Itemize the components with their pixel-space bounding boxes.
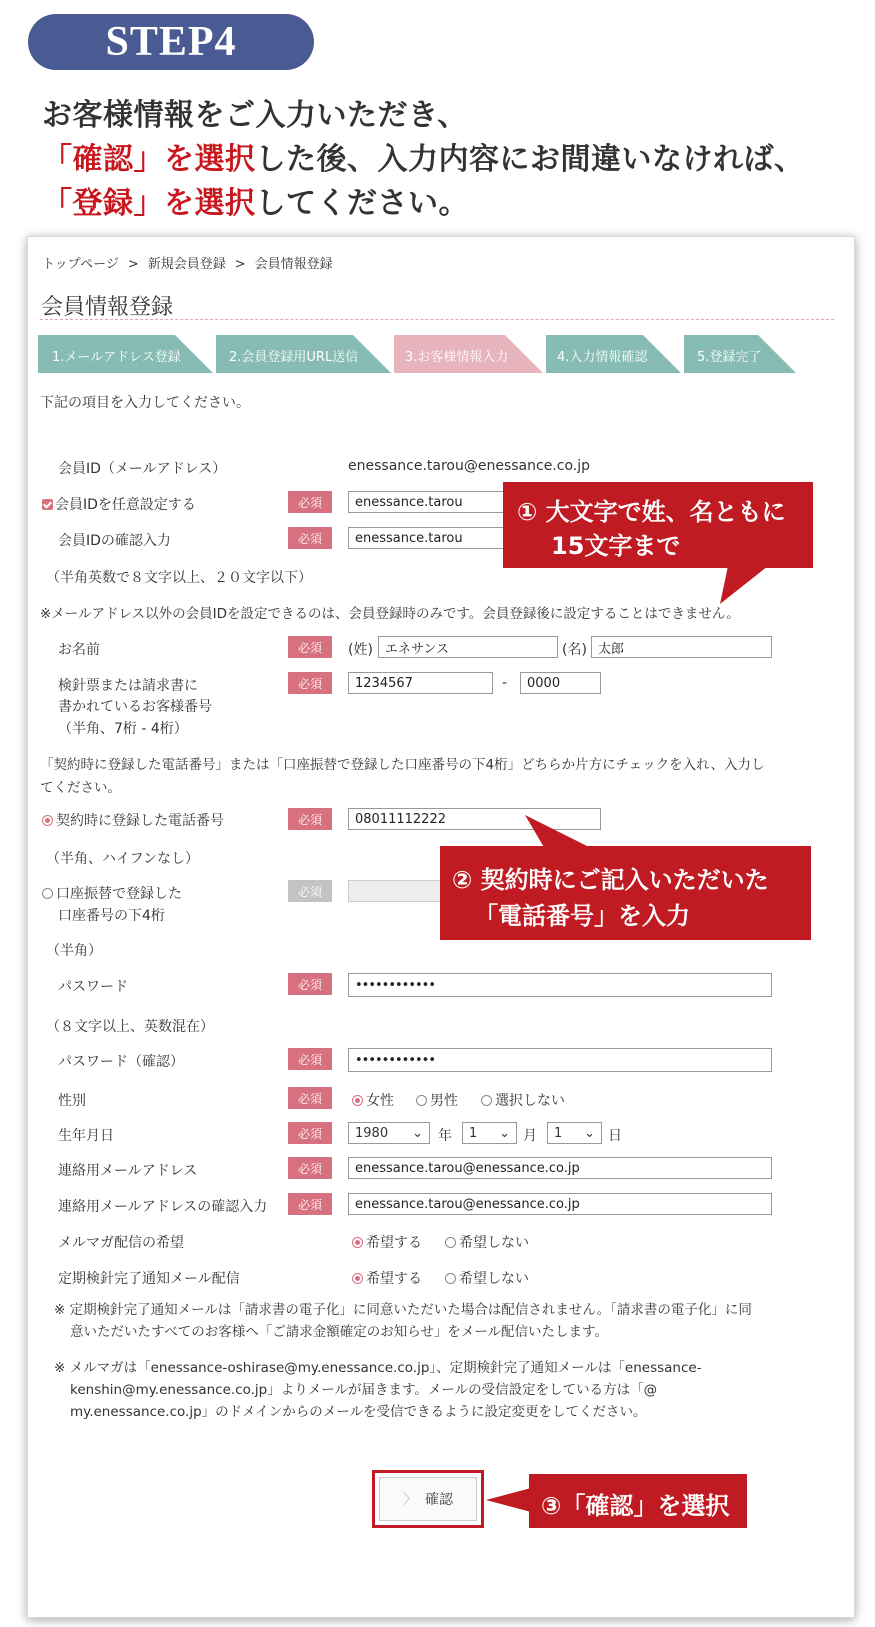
magazine-no-radio[interactable]: 希望しない: [445, 1232, 529, 1252]
password-rule: （８文字以上、英数混在）: [46, 1019, 214, 1035]
name-label: お名前: [58, 642, 100, 658]
birth-month-select[interactable]: 1 ⌄: [462, 1122, 517, 1144]
radio-unselected-icon: [416, 1095, 427, 1106]
password-confirm-label: パスワード（確認）: [58, 1054, 184, 1070]
contact-email-confirm-input[interactable]: enessance.tarou@enessance.co.jp: [348, 1193, 772, 1215]
step-2-label: 2.会員登録用URL送信: [229, 350, 359, 365]
phone-radio[interactable]: 契約時に登録した電話番号: [42, 810, 224, 830]
intro-line-1: お客様情報をご入力いただき、: [42, 98, 468, 133]
id-confirm-label: 会員IDの確認入力: [58, 533, 171, 549]
id-rule-note: （半角英数で８文字以上、２０文字以下）: [46, 570, 312, 586]
chevron-down-icon: ⌄: [412, 1125, 423, 1141]
mei-input[interactable]: 太郎: [591, 636, 772, 658]
birthday-label: 生年月日: [58, 1128, 114, 1144]
customer-no-rule: （半角、7桁 - 4桁）: [58, 721, 188, 737]
required-badge: 必須: [288, 1087, 332, 1109]
required-badge-disabled: 必須: [288, 880, 332, 902]
password-input[interactable]: ••••••••••••: [348, 973, 772, 997]
required-badge: 必須: [288, 808, 332, 830]
step-5-label: 5.登録完了: [697, 350, 762, 365]
birth-day-select[interactable]: 1 ⌄: [547, 1122, 602, 1144]
callout-1: ① 大文字で姓、名ともに 15文字まで: [503, 482, 813, 568]
radio-selected-icon: [42, 815, 53, 826]
radio-unselected-icon: [445, 1237, 456, 1248]
breadcrumb-top[interactable]: トップページ: [42, 257, 119, 272]
title-divider: [40, 319, 834, 320]
step-badge: STEP4: [28, 14, 314, 70]
member-id-value: enessance.tarou@enessance.co.jp: [348, 458, 590, 474]
callout-2: ② 契約時にご記入いただいた 「電話番号」を入力: [440, 846, 811, 940]
required-badge: 必須: [288, 1048, 332, 1070]
customer-no-input-2[interactable]: 0000: [520, 672, 601, 694]
customer-no-label-2: 書かれているお客様番号: [58, 699, 212, 715]
required-badge: 必須: [288, 1157, 332, 1179]
footnote-2: ※ メルマガは「enessance-oshirase@my.enessance.co.jp」、定期検針完了通知メールは「enessance- kenshin@my.enessance.co.jp」よりメールが届きます。メールの受信設定をしている方は「@ my.enessance.co.jp」のドメインからのメールを受信できるように設定変更をしてください。: [54, 1360, 702, 1420]
sei-input[interactable]: エネサンス: [378, 636, 558, 658]
day-unit: 日: [608, 1128, 622, 1144]
account-radio[interactable]: 口座振替で登録した: [42, 883, 182, 903]
footnote-1: ※ 定期検針完了通知メールは「請求書の電子化」に同意いただいた場合は配信されません。「請求書の電子化」に同 意いただいたすべてのお客様へ「ご請求金額確定のお知らせ」をメール配信いたします。: [54, 1302, 752, 1340]
gender-label: 性別: [58, 1093, 86, 1109]
callout-3-pointer: [486, 1478, 532, 1522]
required-badge: 必須: [288, 1193, 332, 1215]
account-rule: （半角）: [46, 943, 102, 959]
radio-selected-icon: [352, 1095, 363, 1106]
id-notice: ※メールアドレス以外の会員IDを設定できるのは、会員登録時のみです。会員登録後に設定することはできません。: [40, 606, 740, 622]
month-unit: 月: [523, 1128, 537, 1144]
required-badge: 必須: [288, 636, 332, 658]
gender-none-radio[interactable]: 選択しない: [481, 1090, 565, 1110]
radio-selected-icon: [352, 1273, 363, 1284]
contact-email-input[interactable]: enessance.tarou@enessance.co.jp: [348, 1157, 772, 1179]
breadcrumb: トップページ > 新規会員登録 > 会員情報登録: [42, 257, 333, 272]
birth-year-select[interactable]: 1980 ⌄: [348, 1122, 430, 1144]
breadcrumb-new-member[interactable]: 新規会員登録: [147, 257, 226, 272]
chevron-down-icon: ⌄: [584, 1125, 595, 1141]
radio-unselected-icon: [481, 1095, 492, 1106]
id-confirm-input[interactable]: enessance.tarou: [348, 527, 508, 549]
gender-female-radio[interactable]: 女性: [352, 1090, 394, 1110]
checkbox-checked-icon: [42, 499, 53, 510]
chevron-down-icon: ⌄: [499, 1125, 510, 1141]
step-4-label: 4.入力情報確認: [557, 350, 648, 365]
meter-mail-label: 定期検針完了通知メール配信: [58, 1271, 240, 1287]
required-badge: 必須: [288, 491, 332, 513]
year-unit: 年: [438, 1128, 452, 1144]
meter-mail-yes-radio[interactable]: 希望する: [352, 1268, 422, 1288]
contact-email-confirm-label: 連絡用メールアドレスの確認入力: [58, 1199, 268, 1215]
account-input[interactable]: [348, 880, 448, 902]
step-1-label: 1.メールアドレス登録: [52, 350, 181, 365]
mei-label: (名): [562, 642, 587, 658]
chevron-right-icon: 〉: [403, 1492, 417, 1508]
confirm-button[interactable]: 〉 確認: [379, 1477, 477, 1521]
magazine-label: メルマガ配信の希望: [58, 1235, 184, 1251]
custom-id-checkbox[interactable]: 会員IDを任意設定する: [42, 494, 196, 514]
customer-no-label: 検針票または請求書に: [58, 678, 198, 694]
step-3-label: 3.お客様情報入力: [405, 350, 509, 365]
password-confirm-input[interactable]: ••••••••••••: [348, 1048, 772, 1072]
account-label-2: 口座番号の下4桁: [58, 908, 165, 924]
customer-no-dash: -: [502, 675, 508, 691]
verify-notice-2: てください。: [40, 780, 121, 796]
custom-id-input[interactable]: enessance.tarou: [348, 491, 508, 513]
meter-mail-no-radio[interactable]: 希望しない: [445, 1268, 529, 1288]
member-id-label: 会員ID（メールアドレス）: [58, 461, 227, 477]
required-badge: 必須: [288, 527, 332, 549]
radio-unselected-icon: [42, 888, 53, 899]
radio-unselected-icon: [445, 1273, 456, 1284]
customer-no-input-1[interactable]: 1234567: [348, 672, 493, 694]
required-badge: 必須: [288, 672, 332, 694]
contact-email-label: 連絡用メールアドレス: [58, 1163, 198, 1179]
gender-male-radio[interactable]: 男性: [416, 1090, 458, 1110]
verify-notice-1: 「契約時に登録した電話番号」または「口座振替で登録した口座番号の下4桁」どちらか片方にチェックを入れ、入力し: [40, 757, 765, 773]
magazine-yes-radio[interactable]: 希望する: [352, 1232, 422, 1252]
intro-line-3: 「登録」を選択してください。: [42, 186, 469, 221]
breadcrumb-current: 会員情報登録: [254, 257, 333, 272]
radio-selected-icon: [352, 1237, 363, 1248]
callout-3: ③「確認」を選択: [529, 1474, 747, 1528]
intro-line-2: 「確認」を選択した後、入力内容にお間違いなければ、: [42, 142, 805, 177]
page-title: 会員情報登録: [41, 295, 174, 320]
phone-rule: （半角、ハイフンなし）: [46, 851, 200, 867]
sei-label: (姓): [348, 642, 373, 658]
lead-text: 下記の項目を入力してください。: [40, 395, 250, 411]
callout-1-pointer: [720, 566, 770, 606]
required-badge: 必須: [288, 973, 332, 995]
password-label: パスワード: [58, 979, 128, 995]
required-badge: 必須: [288, 1122, 332, 1144]
phone-input[interactable]: 08011112222: [348, 808, 601, 830]
